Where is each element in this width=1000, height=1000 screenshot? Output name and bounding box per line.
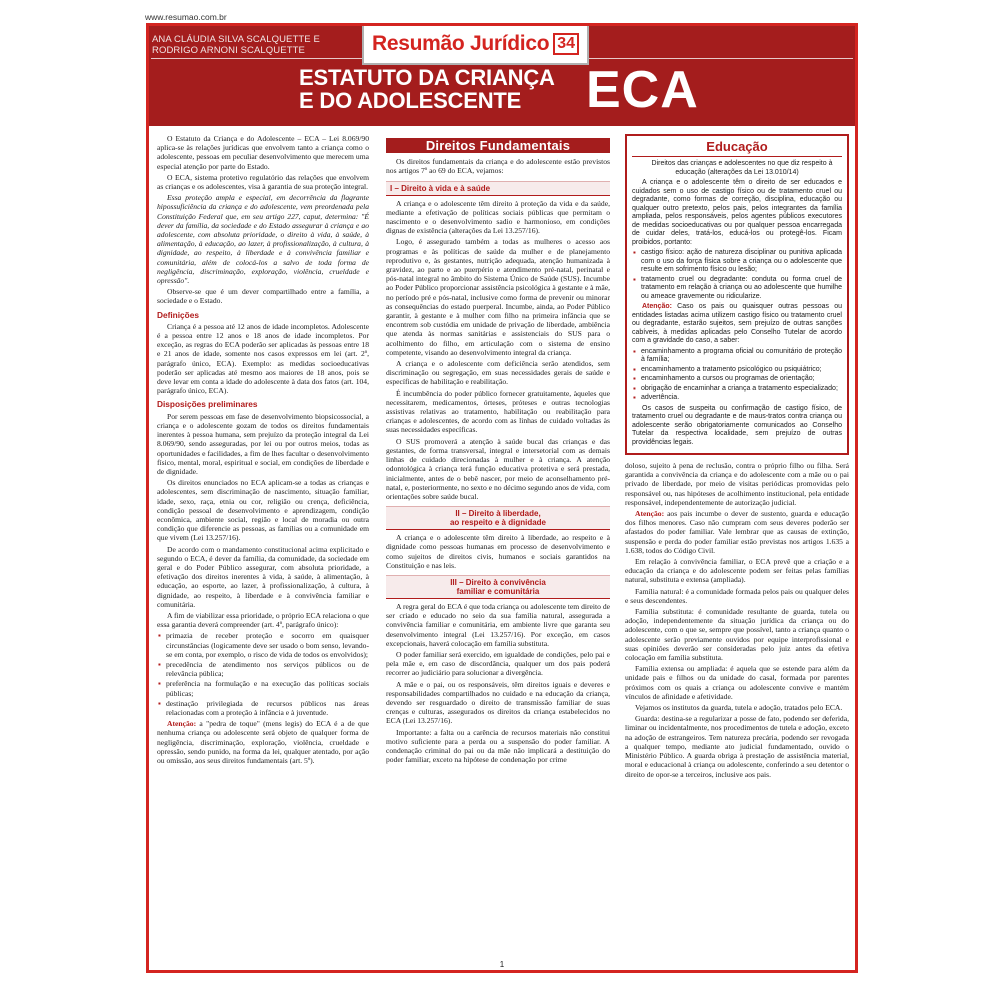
body-paragraph: A criança e o adolescente têm direito à proteção da vida e da saúde, mediante a efetivação de políticas sociais públicas que permitam o nascimento e o desenvolvimento sadio e harmonioso, em condições dignas de existência (alterações da Lei 13.257/16).: [386, 198, 610, 236]
brand-logo: [362, 26, 589, 65]
dispositions-heading: Disposições preliminares: [157, 399, 258, 410]
list-item: ▪ encaminhamento a programa oficial ou comunitário de proteção à família;: [632, 348, 842, 365]
body-paragraph: doloso, sujeito à pena de reclusão, contra o próprio filho ou filha. Será garantida a convivência da criança e do adolescente com a mãe ou o pai privado de liberdade, por meio de visitas periódicas promovidas pelo responsável ou, nas hipóteses de acolhimento institucional, pela entidade responsável, independentemente de autorização judicial.: [625, 461, 849, 507]
body-paragraph: Família extensa ou ampliada: é aquela que se estende para além da unidade pais e filhos ou da unidade do casal, formada por parentes próximos com os quais a criança ou adolescente convive e mantém vínculos de afinidade e afetividade.: [625, 664, 849, 701]
attention-label: Atenção:: [167, 719, 197, 729]
section-heading-life-health: I – Direito à vida e à saúde: [386, 181, 610, 196]
page-title: [299, 66, 555, 112]
author-line-2: RODRIGO ARNONI SCALQUETTE: [152, 45, 305, 56]
body-paragraph: É incumbência do poder público fornecer gratuitamente, àqueles que necessitarem, medicamentos, órteses, próteses e outras tecnologias assistivas relativas ao tratamento, habilitação ou reabilitação para crianças e adolescentes, de acordo com as linhas de cuidado voltadas às suas necessidades específicas.: [386, 388, 610, 435]
attention-text: aos pais incumbe o dever de sustento, guarda e educação dos filhos menores. Caso não cumpram com seus deveres poderão ser afastados do poder familiar. Vale lembrar que as causas de extinção, suspensão e perda do poder familiar estão previstas nos artigos 1.635 a 1.638, todos do Código Civil.: [625, 509, 849, 555]
column-1: [157, 134, 369, 964]
body-paragraph: A regra geral do ECA é que toda criança ou adolescente tem direito de ser criado e educado no seio da sua família natural, assegurada a convivência familiar e comunitária, em ambiente livre que garanta seu desenvolvimento integral (Lei 13.257/16). Por exceção, em casos excepcionais, haverá colocação em família substituta.: [386, 601, 610, 648]
list-item: ▪ primazia de receber proteção e socorro em quaisquer circunstâncias (logicamente deve ser usado o bom senso, levando-se em conta, por exemplo, o risco de vida de todos os envolvidos);: [157, 631, 369, 659]
attention-text: Caso os pais ou quaisquer outras pessoas ou entidades listadas acima utilizem castigo físico ou tratamento cruel ou degradante, estarão sujeitos, sem prejuízo de outras sanções cabíveis, à medidas aplicadas pelo Conselho Tutelar de acordo com a gravidade do caso, a saber:: [632, 303, 842, 344]
column-2: [386, 134, 610, 964]
priority-list: [157, 631, 369, 717]
body-paragraph: A criança e o adolescente têm direito à liberdade, ao respeito e à dignidade como pessoas humanas em processo de desenvolvimento e como sujeitos de direitos civis, humanos e sociais garantidos na Constituição e nas leis.: [386, 533, 610, 570]
intro-paragraph: Essa proteção ampla e especial, em decorrência da flagrante hipossuficiência da criança e do adolescente, vem preordenada pela Constituição Federal que, em seu artigo 227, caput, determina: "É dever da família, da sociedade e do Estado assegurar à criança e ao adolescente, com absoluta prioridade, o direito à vida, à saúde, à alimentação, à educação, ao lazer, à profissionalização, à cultura, à dignidade, ao respeito, à liberdade e à convivência familiar e comunitária, além de colocá-los a salvo de toda forma de negligência, discriminação, exploração, violência, crueldade e opressão".: [157, 193, 369, 286]
list-item: ▪ obrigação de encaminhar a criança a tratamento especializado;: [632, 385, 842, 394]
intro-paragraph: O ECA, sistema protetivo regulatório das relações que envolvem as crianças e os adolescentes, visa à garantia de sua proteção integral.: [157, 172, 369, 192]
reference-sheet: [146, 23, 858, 973]
list-item: ▪ preferência na formulação e na execução das políticas sociais públicas;: [157, 679, 369, 697]
authors: [152, 34, 320, 56]
issue-number: 34: [553, 33, 579, 55]
attention-note: [157, 719, 369, 765]
section-heading-family: [386, 575, 610, 599]
education-box: [625, 134, 849, 455]
list-item: ▪ advertência.: [632, 394, 842, 403]
body-paragraph: O SUS promoverá a atenção à saúde bucal das crianças e das gestantes, de forma transversal, integral e intersetorial com as demais linhas de cuidado direcionadas à mulher e à criança. A atenção odontológica à criança terá função educativa protetiva e será prestada, inicialmente, antes de o bebê nascer, por meio de aconselhamento pré-natal, e, posteriormente, no sexto e no décimo segundo anos de vida, com orientações sobre saúde bucal.: [386, 436, 610, 501]
list-item: ▪ tratamento cruel ou degradante: conduta ou forma cruel de tratamento em relação à criança ou ao adolescente que humilhe ou ameace gravemente ou ridicularize.: [632, 276, 842, 302]
definitions-paragraph: Criança é a pessoa até 12 anos de idade incompletos. Adolescente é a pessoa entre 12 anos e 18 anos de idade incompletos. Por exceção, as regras do ECA poderão ser aplicadas às pessoas entre 18 e 21 anos de idade, somente nos casos expressos em lei (art. 2º, parágrafo único, ECA). Exemplo: as medidas socioeducativas poderão ser aplicadas até mesmo aos maiores de 18 anos, pois se deve levar em conta a idade do adolescente à data dos fatos (art. 104, parágrafo único, ECA).: [157, 321, 369, 396]
dispositions-paragraph: A fim de viabilizar essa prioridade, o próprio ECA relaciona o que essa garantia deverá compreender (art. 4º, parágrafo único):: [157, 610, 369, 630]
heading-line: familiar e comunitária: [456, 586, 540, 596]
list-item: ▪ encaminhamento a tratamento psicológico ou psiquiátrico;: [632, 366, 842, 375]
dispositions-paragraph: Os direitos enunciados no ECA aplicam-se a todas as crianças e adolescentes, sem discriminação de nascimento, situação familiar, idade, sexo, raça, etnia ou cor, religião ou crença, deficiência, condição pessoal de desenvolvimento e aprendizagem, condição econômica, ambiente social, região e local de moradia ou outra condição que diferencie as pessoas, as famílias ou a comunidade em que vivem (Lei 13.257/16).: [157, 478, 369, 543]
list-item: ▪ castigo físico: ação de natureza disciplinar ou punitiva aplicada com o uso da força física sobre a criança ou o adolescente que resulte em sofrimento físico ou lesão;: [632, 249, 842, 275]
education-divider: [632, 156, 842, 157]
body-paragraph: Vejamos os institutos da guarda, tutela e adoção, tratados pelo ECA.: [635, 703, 843, 713]
education-paragraph: A criança e o adolescente têm o direito de ser educados e cuidados sem o uso de castigo físico ou de tratamento cruel ou degradante, como formas de correção, disciplina, educação ou qualquer outro pretexto, pelos pais, pelos integrantes da família ampliada, pelos responsáveis, pelos agentes públicos executores de medidas socioeducativas ou por qualquer pessoa encarregada de cuidar deles, tratá-los, educá-los ou protegê-los. Ficam proibidos, portanto:: [632, 179, 842, 246]
attention-note: [625, 509, 849, 555]
brand-name: Resumão Jurídico: [372, 32, 550, 55]
header-banner: [149, 26, 855, 126]
column-3: [625, 134, 849, 964]
attention-text: a "pedra de toque" (mens legis) do ECA é a de que nenhuma criança ou adolescente será objeto de qualquer forma de negligência, discriminação, exploração, violência, crueldade e opressão, sendo punido, na forma da lei, qualquer atentado, por ação ou omissão, aos seus direitos fundamentais (art. 5º).: [157, 719, 369, 765]
body-paragraph: Logo, é assegurado também a todas as mulheres o acesso aos programas e às políticas de saúde da mulher e de planejamento reprodutivo e, às gestantes, nutrição adequada, atenção humanizada à gravidez, ao parto e ao puerpério e atendimento pré-natal, perinatal e pós-natal integral no âmbito do Sistema Único de Saúde (SUS). Incumbe ao Poder Público proporcionar assistência psicológica à gestante e à mãe, no período pré e pós-natal, inclusive como forma de prevenir ou minorar as consequências do estado puerperal. Incumbe, ainda, ao Poder Público garantir, à gestante e à mulher com filho na primeira infância que se encontrem sob custódia em unidade de privação de liberdade, ambiência que atenda às normas sanitárias e assistenciais do SUS para o acolhimento do filho, em articulação com o sistema de ensino competente, visando ao desenvolvimento integral da criança.: [386, 237, 610, 357]
section-intro: Os direitos fundamentais da criança e do adolescente estão previstos nos artigos 7º ao 69 do ECA, vejamos:: [386, 157, 610, 176]
page-number: 1: [499, 960, 505, 969]
section-band-title: Direitos Fundamentais: [386, 138, 610, 153]
dispositions-paragraph: Por serem pessoas em fase de desenvolvimento biopsicossocial, a criança e o adolescente gozam de todos os direitos fundamentais inerentes à pessoa humana, sem prejuízo da proteção integral da Lei 8.069/90, sendo asseguradas, por lei ou por outros meios, todas as oportunidades e facilidades, a fim de lhes facultar o desenvolvimento físico, mental, moral, espiritual e social, em condições de liberdade e de dignidade.: [157, 411, 369, 476]
body-paragraph: Importante: a falta ou a carência de recursos materiais não constitui motivo suficiente para a perda ou a suspensão do poder familiar. A condenação criminal do pai ou da mãe não implicará a destituição do poder familiar, exceto na hipótese de condenação por crime: [386, 727, 610, 765]
acronym-title: ECA: [586, 61, 699, 119]
list-item: ▪ destinação privilegiada de recursos públicos nas áreas relacionadas com a proteção à infância e à juventude.: [157, 699, 369, 717]
education-intro: Direitos das crianças e adolescentes no que diz respeito à educação (alterações da Lei 13.010/14): [651, 160, 833, 176]
measures-list: [632, 348, 842, 403]
prohibited-list: [632, 249, 842, 301]
body-paragraph: A mãe e o pai, ou os responsáveis, têm direitos iguais e deveres e responsabilidades compartilhados no cuidado e na educação da criança, devendo ser resguardado o direito de transmissão familiar de suas crenças e culturas, assegurados os direitos da criança estabelecidos no ECA (Lei 13.257/16).: [386, 679, 610, 726]
body-paragraph: Família natural: é a comunidade formada pelos pais ou qualquer deles e seus descendentes.: [625, 586, 849, 605]
body-paragraph: A criança e o adolescente com deficiência serão atendidos, sem discriminação ou segregação, em suas necessidades gerais de saúde e específicas de habilitação e reabilitação.: [386, 359, 610, 387]
education-attention: [632, 303, 842, 346]
section-heading-liberty: [386, 506, 610, 530]
definitions-heading: Definições: [157, 309, 199, 320]
list-item: ▪ encaminhamento a cursos ou programas de orientação;: [632, 375, 842, 384]
body-paragraph: Guarda: destina-se a regularizar a posse de fato, podendo ser deferida, liminar ou incidentalmente, nos procedimentos de tutela e adoção, exceto na adoção de estrangeiros. Tem natureza precária, podendo ser revogada a qualquer tempo, mediante ato judicial fundamentado, ouvido o Ministério Público. A guarda obriga à prestação de assistência material, moral e educacional à criança ou adolescente, conferindo a seu detentor o direito de opor-se a terceiros, inclusive aos pais.: [625, 714, 849, 779]
heading-line: II – Direito à liberdade,: [455, 509, 541, 519]
education-title: Educação: [706, 139, 768, 154]
title-line-1: ESTATUTO DA CRIANÇA: [299, 65, 555, 90]
site-url: www.resumao.com.br: [145, 12, 227, 22]
dispositions-paragraph: De acordo com o mandamento constitucional acima explicitado e segundo o ECA, é dever da família, da comunidade, da sociedade em geral e do Poder Público assegurar, com absoluta prioridade, a efetivação dos direitos inerentes à vida, à saúde, à alimentação, à educação, ao esporte, ao lazer, à profissionalização, à cultura, à dignidade, ao respeito, à liberdade e à convivência familiar e comunitária.: [157, 544, 369, 609]
title-line-2: E DO ADOLESCENTE: [299, 88, 522, 113]
author-line-1: ANA CLÁUDIA SILVA SCALQUETTE E: [152, 34, 320, 45]
body-paragraph: Em relação à convivência familiar, o ECA prevê que a criação e a educação da criança e do adolescente podem ser feitas pelas famílias natural, substituta e extensa (ampliada).: [625, 557, 849, 585]
body-paragraph: Família substituta: é comunidade resultante de guarda, tutela ou adoção, independentemente da situação jurídica da criança ou do adolescente, com o que se, sempre que possível, tanto a criança quanto o adolescente serão previamente ouvidos por equipe interprofissional e suas opiniões deverão ser consideradas pelo juiz antes da efetiva colocação em família substituta.: [625, 607, 849, 663]
list-item: ▪ precedência de atendimento nos serviços públicos ou de relevância pública;: [157, 660, 369, 678]
attention-label: Atenção:: [642, 303, 672, 310]
body-paragraph: O poder familiar será exercido, em igualdade de condições, pelo pai e pela mãe e, em caso de discordância, qualquer um dos pais poderá recorrer ao judiciário para solucionar a divergência.: [386, 649, 610, 678]
education-paragraph: Os casos de suspeita ou confirmação de castigo físico, de tratamento cruel ou degradante e de maus-tratos contra criança ou adolescente serão obrigatoriamente comunicados ao Conselho Tutelar da respectiva localidade, sem prejuízo de outras providências legais.: [632, 404, 842, 446]
heading-line: III – Direito à convivência: [450, 577, 546, 587]
heading-line: ao respeito e à dignidade: [449, 518, 547, 528]
attention-label: Atenção:: [635, 509, 665, 519]
intro-paragraph: Observe-se que é um dever compartilhado entre a família, a sociedade e o Estado.: [157, 287, 369, 306]
intro-paragraph: O Estatuto da Criança e do Adolescente – ECA – Lei 8.069/90 aplica-se às relações jurídicas que envolvem tanto a criança como o adolescente, pessoas em peculiar desenvolvimento que merecem uma especial atenção por parte do Estado.: [157, 134, 369, 171]
